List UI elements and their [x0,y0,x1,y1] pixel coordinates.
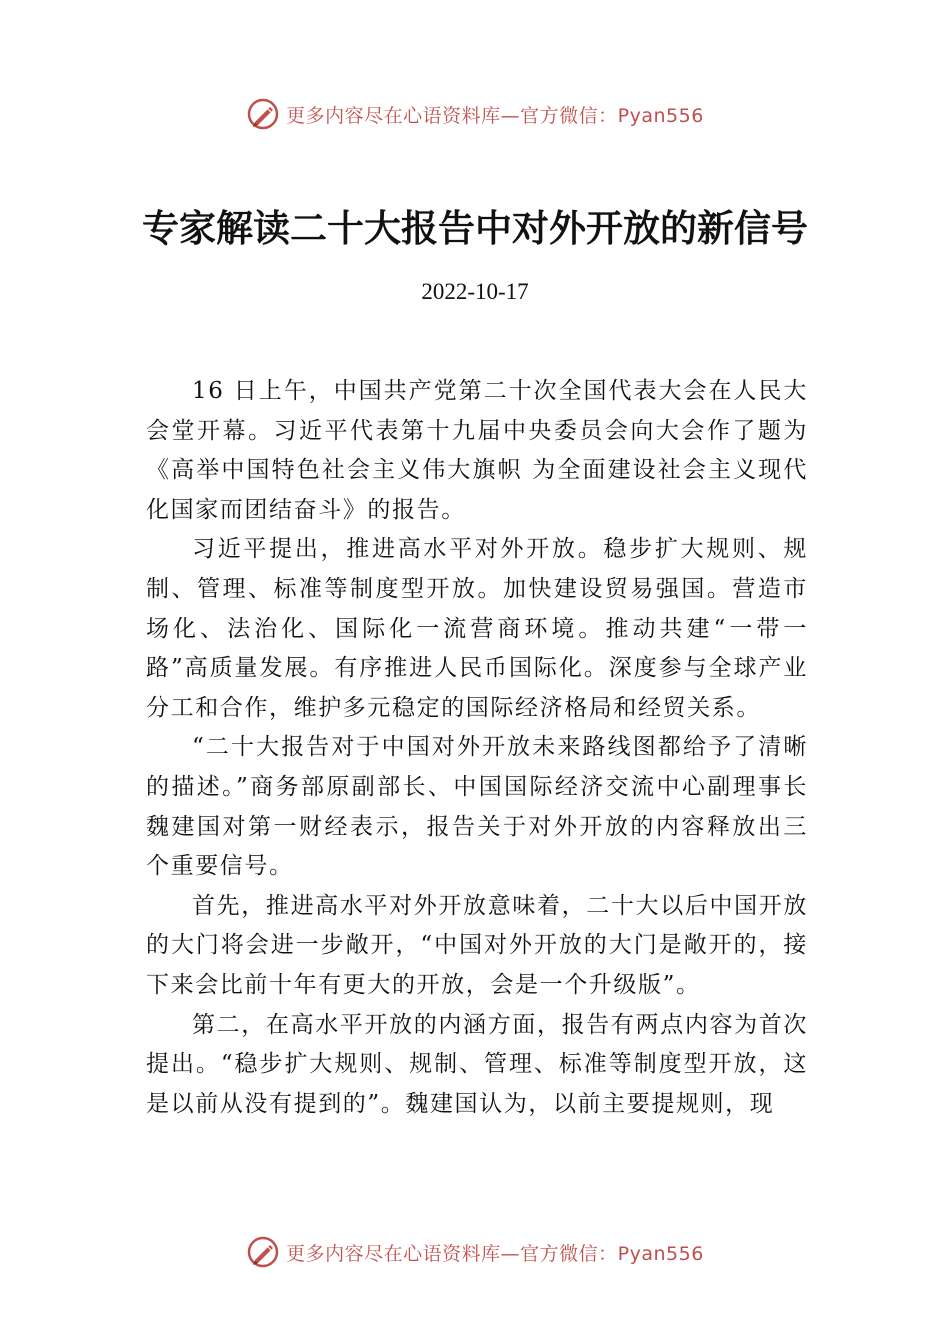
banner-text [286,1239,704,1266]
paragraph: 第二，在高水平开放的内涵方面，报告有两点内容为首次提出。“稳步扩大规则、规制、管理、标准等制度型开放，这是以前从没有提到的”。魏建国认为，以前主要提规则，现 [146,1011,808,1117]
banner-slogan: 更多内容尽在心语资料库—官方微信： [286,104,618,127]
header-banner [0,94,950,134]
pen-logo-icon [246,97,280,131]
banner-wechat-id: Pyan556 [617,1242,704,1265]
paragraph: “二十大报告对于中国对外开放未来路线图都给予了清晰的描述。”商务部原副部长、中国国际经济交流中心副理事长魏建国对第一财经表示，报告关于对外开放的内容释放出三个重要信号。 [146,734,808,880]
pen-logo-icon [246,1235,280,1269]
banner-text [286,101,704,128]
footer-banner [0,1232,950,1272]
paragraph: 首先，推进高水平对外开放意味着，二十大以后中国开放的大门将会进一步敞开，“中国对外开放的大门是敞开的，接下来会比前十年有更大的开放，会是一个升级版”。 [146,892,808,998]
banner-wechat-id: Pyan556 [617,104,704,127]
paragraph: 习近平提出，推进高水平对外开放。稳步扩大规则、规制、管理、标准等制度型开放。加快建设贸易强国。营造市场化、法治化、国际化一流营商环境。推动共建“一带一路”高质量发展。有序推进人民币国际化。深度参与全球产业分工和合作，维护多元稳定的国际经济格局和经贸关系。 [146,536,808,721]
article-title: 专家解读二十大报告中对外开放的新信号 [142,206,808,250]
article-date: 2022-10-17 [421,279,529,304]
article-body [146,372,808,1124]
paragraph: 16 日上午，中国共产党第二十次全国代表大会在人民大会堂开幕。习近平代表第十九届中央委员会向大会作了题为《高举中国特色社会主义伟大旗帜 为全面建设社会主义现代化国家而团结奋斗》的报告。 [146,378,808,523]
banner-slogan: 更多内容尽在心语资料库—官方微信： [286,1242,618,1265]
